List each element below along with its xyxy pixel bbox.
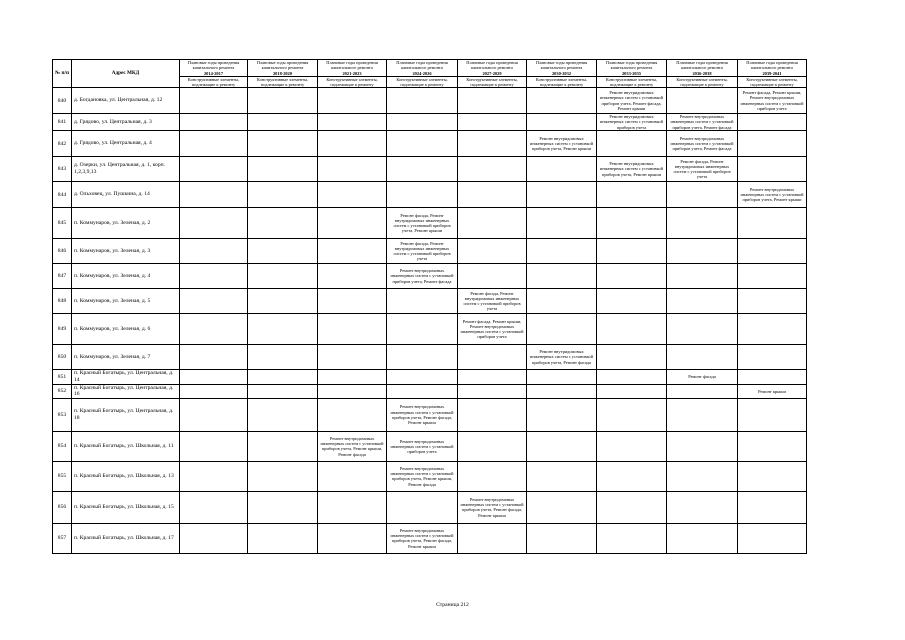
row-number: 854 [53, 431, 72, 461]
header-row [53, 60, 807, 77]
repair-cell [667, 88, 738, 114]
header-period-years: 2014-2017 [203, 70, 224, 76]
repair-cell [597, 239, 667, 264]
repair-cell: Ремонт внутридомовых инженерных систем с установкой приборов учета, Ремонт фасада [667, 131, 738, 157]
repair-cell: Ремонт фасада, Ремонт внутридомовых инженерных систем с установкой приборов учета, Ремонт крыши [387, 208, 458, 239]
repair-cell [180, 314, 248, 345]
repair-cell [738, 491, 807, 523]
repair-cell [738, 264, 807, 289]
header-period-sub-3: Конструктивные элементы, подлежащие к ремонту [387, 77, 458, 88]
table-row [53, 431, 807, 461]
repair-cell [248, 264, 318, 289]
repair-cell [248, 370, 318, 384]
repair-cell [318, 131, 387, 157]
row-address: п. Красный Богатырь, ул. Центральная, д. 18 [72, 398, 180, 431]
repair-cell: Ремонт внутридомовых инженерных систем с установкой приборов учета, Ремонт крыши, Ремонт фасада [318, 431, 387, 461]
repair-cell: Ремонт внутридомовых инженерных систем с установкой приборов учета, Ремонт крыши [738, 182, 807, 208]
repair-cell [527, 264, 597, 289]
repair-cell [180, 239, 248, 264]
row-number: 845 [53, 208, 72, 239]
repair-cell [318, 264, 387, 289]
repair-cell [318, 491, 387, 523]
repair-schedule-table [52, 59, 807, 554]
header-period-label: Плановые годы проведения капитального ремонта [396, 60, 448, 71]
repair-cell [248, 384, 318, 398]
header-period-2 [318, 60, 387, 77]
repair-cell [738, 431, 807, 461]
repair-cell [248, 208, 318, 239]
row-address: п. Коммунаров, ул. Зеленая, д. 2 [72, 208, 180, 239]
header-period-years: 2024-2026 [412, 70, 432, 76]
repair-cell [180, 264, 248, 289]
repair-cell [180, 370, 248, 384]
repair-cell [738, 289, 807, 314]
row-number: 853 [53, 398, 72, 431]
row-number: 851 [53, 370, 72, 384]
repair-cell [180, 523, 248, 553]
repair-cell [387, 314, 458, 345]
header-period-6 [597, 60, 667, 77]
repair-cell [667, 461, 738, 491]
repair-cell: Ремонт фасада, Ремонт внутридомовых инженерных систем с установкой приборов учета [667, 157, 738, 182]
repair-cell: Ремонт внутридомовых инженерных систем с установкой приборов учета, Ремонт фасада [527, 345, 597, 370]
repair-cell [597, 264, 667, 289]
header-period-label: Плановые годы проведения капитального ремонта [187, 60, 240, 71]
repair-cell [597, 289, 667, 314]
repair-cell: Ремонт фасада, Ремонт внутридомовых инженерных систем с установкой приборов учета [387, 239, 458, 264]
repair-cell [458, 239, 527, 264]
repair-cell: Ремонт фасада, Ремонт крыши, Ремонт внутридомовых инженерных систем с установкой приборов учета [738, 88, 807, 114]
repair-cell [458, 431, 527, 461]
row-number: 852 [53, 384, 72, 398]
repair-cell [527, 370, 597, 384]
repair-cell [318, 345, 387, 370]
repair-cell [667, 182, 738, 208]
repair-cell [180, 345, 248, 370]
repair-cell [318, 461, 387, 491]
header-period-years: 2030-2032 [551, 70, 572, 76]
row-number: 857 [53, 523, 72, 553]
repair-cell [527, 88, 597, 114]
header-period-sub-6: Конструктивные элементы, подлежащие к ремонту [597, 77, 667, 88]
repair-cell: Ремонт внутридомовых инженерных систем с установкой приборов учета, Ремонт фасада, Ремонт крыши [387, 398, 458, 431]
repair-cell [527, 314, 597, 345]
repair-cell: Ремонт внутридомовых инженерных систем с установкой приборов учета, Ремонт крыши [597, 157, 667, 182]
table-row [53, 264, 807, 289]
repair-cell [667, 384, 738, 398]
capital-repair-schedule-sheet [52, 59, 807, 554]
row-number: 840 [53, 88, 72, 114]
table-row [53, 461, 807, 491]
repair-cell [318, 182, 387, 208]
repair-cell [180, 114, 248, 131]
table-row [53, 491, 807, 523]
row-address: п. Красный Богатырь, ул. Школьная, д. 17 [72, 523, 180, 553]
repair-cell: Ремонт внутридомовых инженерных систем с установкой приборов учета, Ремонт фасада, Ремонт крыши [597, 88, 667, 114]
repair-cell [318, 398, 387, 431]
repair-cell [458, 88, 527, 114]
header-period-7 [667, 60, 738, 77]
repair-cell [248, 182, 318, 208]
row-number: 844 [53, 182, 72, 208]
header-period-years: 2036-2038 [692, 70, 712, 76]
row-address: п. Красный Богатырь, ул. Центральная, д. 16 [72, 384, 180, 398]
repair-cell [387, 182, 458, 208]
repair-cell [318, 289, 387, 314]
repair-cell [458, 370, 527, 384]
header-period-sub-8: Конструктивные элементы, подлежащие к ремонту [738, 77, 807, 88]
repair-cell [180, 384, 248, 398]
repair-cell [667, 208, 738, 239]
repair-cell [248, 345, 318, 370]
header-period-label: Плановые годы проведения капитального ремонта [746, 60, 798, 71]
header-address: Адрес МКД [72, 60, 180, 88]
row-number: 841 [53, 114, 72, 131]
header-period-years: 2018-2020 [272, 70, 293, 76]
row-number: 856 [53, 491, 72, 523]
row-number: 843 [53, 157, 72, 182]
repair-cell [527, 431, 597, 461]
repair-cell [248, 88, 318, 114]
header-period-1 [248, 60, 318, 77]
repair-cell [180, 289, 248, 314]
repair-cell [527, 182, 597, 208]
header-period-sub-0: Конструктивные элементы, подлежащие к ремонту [180, 77, 248, 88]
repair-cell [597, 345, 667, 370]
header-period-label: Плановые годы проведения капитального ремонта [605, 60, 658, 71]
repair-cell [387, 131, 458, 157]
repair-cell [387, 114, 458, 131]
header-period-label: Плановые годы проведения капитального ремонта [326, 60, 378, 71]
repair-cell [248, 523, 318, 553]
repair-cell [667, 398, 738, 431]
repair-cell [597, 431, 667, 461]
repair-cell [527, 289, 597, 314]
row-address: д. Богдановка, ул. Центральная, д. 12 [72, 88, 180, 114]
repair-cell [597, 491, 667, 523]
repair-cell [738, 461, 807, 491]
repair-cell [738, 398, 807, 431]
repair-cell [248, 239, 318, 264]
table-row [53, 88, 807, 114]
repair-cell [248, 491, 318, 523]
table-row [53, 384, 807, 398]
row-address: п. Коммунаров, ул. Зеленая, д. 4 [72, 264, 180, 289]
repair-cell [597, 461, 667, 491]
repair-cell [387, 491, 458, 523]
repair-cell [248, 114, 318, 131]
header-period-label: Плановые годы проведения капитального ремонта [676, 60, 728, 71]
repair-cell [667, 314, 738, 345]
repair-cell [387, 370, 458, 384]
repair-cell [318, 157, 387, 182]
header-period-years: 2027-2029 [482, 70, 502, 76]
repair-cell [738, 157, 807, 182]
repair-cell [527, 491, 597, 523]
page-number: Страница 212 [436, 602, 469, 608]
repair-cell: Ремонт фасада, Ремонт внутридомовых инженерных систем с установкой приборов учета [458, 289, 527, 314]
repair-cell [738, 345, 807, 370]
repair-cell: Ремонт внутридомовых инженерных систем с установкой приборов учета [597, 114, 667, 131]
row-address: д. Грядово, ул. Центральная, д. 3 [72, 114, 180, 131]
repair-cell [458, 523, 527, 553]
repair-cell [180, 461, 248, 491]
table-row [53, 182, 807, 208]
repair-cell [387, 289, 458, 314]
repair-cell [318, 314, 387, 345]
repair-cell [318, 88, 387, 114]
repair-cell [318, 208, 387, 239]
table-row [53, 208, 807, 239]
row-address: д. Ольховец, ул. Пушкина, д. 14 [72, 182, 180, 208]
repair-cell [667, 431, 738, 461]
header-period-sub-1: Конструктивные элементы, подлежащие к ремонту [248, 77, 318, 88]
repair-cell [318, 370, 387, 384]
repair-cell: Ремонт крыши [738, 384, 807, 398]
header-period-sub-4: Конструктивные элементы, подлежащие к ремонту [458, 77, 527, 88]
repair-cell: Ремонт внутридомовых инженерных систем с установкой приборов учета, Ремонт фасада [667, 114, 738, 131]
table-row [53, 289, 807, 314]
header-period-label: Плановые годы проведения капитального ремонта [256, 60, 309, 71]
row-address: д. Озерки, ул. Центральная, д. 1, корп. 1,2,3,9,13 [72, 157, 180, 182]
header-period-sub-2: Конструктивные элементы, подлежащие к ремонту [318, 77, 387, 88]
repair-cell [180, 208, 248, 239]
repair-cell [527, 461, 597, 491]
row-address: д. Грядово, ул. Центральная, д. 4 [72, 131, 180, 157]
repair-cell: Ремонт внутридомовых инженерных систем с установкой приборов учета, Ремонт фасада, Ремонт крыши [387, 523, 458, 553]
header-period-label: Плановые годы проведения капитального ремонта [466, 60, 518, 71]
repair-cell [667, 523, 738, 553]
repair-cell [738, 208, 807, 239]
repair-cell [248, 157, 318, 182]
repair-cell [667, 491, 738, 523]
table-row [53, 345, 807, 370]
table-body [53, 88, 807, 554]
row-address: п. Коммунаров, ул. Зеленая, д. 3 [72, 239, 180, 264]
repair-cell [458, 398, 527, 431]
repair-cell [597, 370, 667, 384]
table-row [53, 131, 807, 157]
table-row [53, 523, 807, 553]
header-period-5 [527, 60, 597, 77]
repair-cell: Ремонт внутридомовых инженерных систем с установкой приборов учета, Ремонт крыши [527, 131, 597, 157]
row-address: п. Красный Богатырь, ул. Школьная, д. 13 [72, 461, 180, 491]
repair-cell [318, 114, 387, 131]
row-address: п. Красный Богатырь, ул. Центральная, д. 14 [72, 370, 180, 384]
repair-cell [180, 157, 248, 182]
repair-cell [597, 182, 667, 208]
repair-cell [387, 345, 458, 370]
repair-cell [597, 131, 667, 157]
table-row [53, 157, 807, 182]
header-period-3 [387, 60, 458, 77]
header-period-0 [180, 60, 248, 77]
header-period-years: 2033-2035 [621, 70, 642, 76]
row-address: п. Коммунаров, ул. Зеленая, д. 5 [72, 289, 180, 314]
repair-cell [458, 264, 527, 289]
header-period-8 [738, 60, 807, 77]
repair-cell [180, 431, 248, 461]
repair-cell [738, 131, 807, 157]
repair-cell [458, 157, 527, 182]
repair-cell [180, 88, 248, 114]
repair-cell: Ремонт фасада, Ремонт крыши, Ремонт внутридомовых инженерных систем с установкой приборов учета [458, 314, 527, 345]
repair-cell [738, 114, 807, 131]
repair-cell [458, 384, 527, 398]
repair-cell [597, 523, 667, 553]
repair-cell [180, 182, 248, 208]
header-num: № п/п [53, 60, 72, 88]
repair-cell [527, 523, 597, 553]
repair-cell [597, 384, 667, 398]
repair-cell [318, 523, 387, 553]
row-number: 848 [53, 289, 72, 314]
repair-cell [248, 461, 318, 491]
row-number: 855 [53, 461, 72, 491]
repair-cell [458, 208, 527, 239]
repair-cell [248, 314, 318, 345]
repair-cell [738, 239, 807, 264]
repair-cell: Ремонт внутридомовых инженерных систем с установкой приборов учета, Ремонт крыши, Ремонт фасада [387, 461, 458, 491]
repair-cell [527, 157, 597, 182]
repair-cell [667, 264, 738, 289]
repair-cell [458, 345, 527, 370]
repair-cell [248, 289, 318, 314]
repair-cell [667, 239, 738, 264]
repair-cell [527, 384, 597, 398]
header-period-sub-5: Конструктивные элементы, подлежащие к ремонту [527, 77, 597, 88]
repair-cell [458, 114, 527, 131]
repair-cell [180, 491, 248, 523]
repair-cell [597, 208, 667, 239]
repair-cell [387, 157, 458, 182]
repair-cell [738, 523, 807, 553]
repair-cell [248, 398, 318, 431]
repair-cell [458, 131, 527, 157]
repair-cell [738, 370, 807, 384]
repair-cell [180, 131, 248, 157]
header-period-label: Плановые годы проведения капитального ремонта [535, 60, 588, 71]
table-row [53, 314, 807, 345]
repair-cell [527, 114, 597, 131]
repair-cell [738, 314, 807, 345]
table-row [53, 398, 807, 431]
repair-cell [387, 88, 458, 114]
repair-cell: Ремонт внутридомовых инженерных систем с установкой приборов учета, Ремонт фасада, Ремонт крыши [458, 491, 527, 523]
row-number: 842 [53, 131, 72, 157]
row-address: п. Красный Богатырь, ул. Школьная, д. 11 [72, 431, 180, 461]
header-period-4 [458, 60, 527, 77]
repair-cell [667, 345, 738, 370]
repair-cell [318, 384, 387, 398]
repair-cell [667, 289, 738, 314]
repair-cell: Ремонт фасада [667, 370, 738, 384]
repair-cell [458, 461, 527, 491]
row-address: п. Коммунаров, ул. Зеленая, д. 7 [72, 345, 180, 370]
repair-cell [387, 384, 458, 398]
row-number: 847 [53, 264, 72, 289]
header-period-years: 2021-2023 [342, 70, 362, 76]
repair-cell [597, 398, 667, 431]
row-address: п. Коммунаров, ул. Зеленая, д. 6 [72, 314, 180, 345]
repair-cell: Ремонт внутридомовых инженерных систем с установкой приборов учета, Ремонт фасада [387, 264, 458, 289]
repair-cell: Ремонт внутридомовых инженерных систем с установкой приборов учета [387, 431, 458, 461]
table-row [53, 370, 807, 384]
header-period-years: 2039-2041 [762, 70, 782, 76]
repair-cell [527, 208, 597, 239]
repair-cell [248, 131, 318, 157]
row-number: 846 [53, 239, 72, 264]
repair-cell [180, 398, 248, 431]
repair-cell [458, 182, 527, 208]
repair-cell [527, 398, 597, 431]
row-number: 850 [53, 345, 72, 370]
repair-cell [597, 314, 667, 345]
row-address: п. Красный Богатырь, ул. Школьная, д. 15 [72, 491, 180, 523]
repair-cell [527, 239, 597, 264]
repair-cell [248, 431, 318, 461]
table-row [53, 114, 807, 131]
repair-cell [318, 239, 387, 264]
row-number: 849 [53, 314, 72, 345]
table-row [53, 239, 807, 264]
header-period-sub-7: Конструктивные элементы, подлежащие к ремонту [667, 77, 738, 88]
